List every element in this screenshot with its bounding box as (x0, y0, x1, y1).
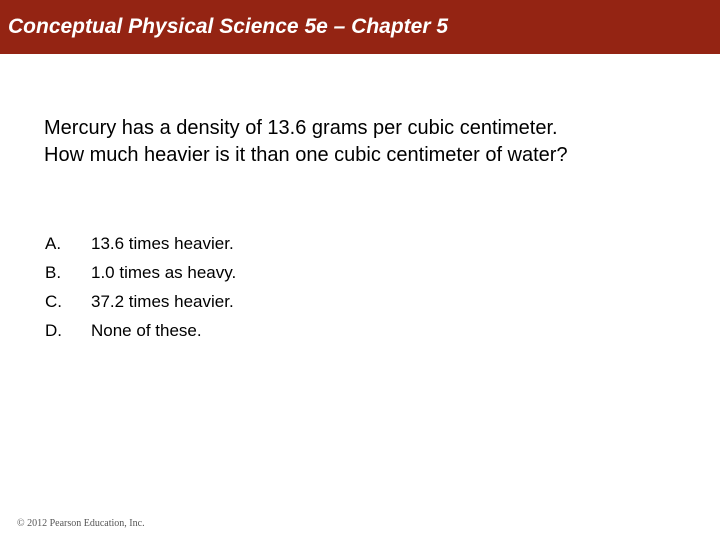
copyright-notice: © 2012 Pearson Education, Inc. (17, 518, 145, 529)
choice-letter: A. (45, 234, 62, 253)
question-line-2: How much heavier is it than one cubic centimeter of water? (44, 144, 568, 166)
choice-b (45, 258, 445, 287)
choice-d (45, 316, 445, 345)
choice-text: 37.2 times heavier. (91, 292, 234, 311)
header-bar (0, 0, 720, 54)
choice-a (45, 229, 445, 258)
answer-choices (45, 229, 445, 345)
question-line-1: Mercury has a density of 13.6 grams per cubic centimeter. (44, 117, 558, 139)
choice-letter: B. (45, 263, 62, 282)
choice-text: None of these. (91, 321, 202, 340)
choice-text: 13.6 times heavier. (91, 234, 234, 253)
choice-text: 1.0 times as heavy. (91, 263, 237, 282)
choice-letter: D. (45, 321, 62, 340)
choice-letter: C. (45, 292, 62, 311)
slide-title: Conceptual Physical Science 5e – Chapter 5 (8, 15, 449, 38)
question-text (44, 115, 704, 169)
choice-c (45, 287, 445, 316)
